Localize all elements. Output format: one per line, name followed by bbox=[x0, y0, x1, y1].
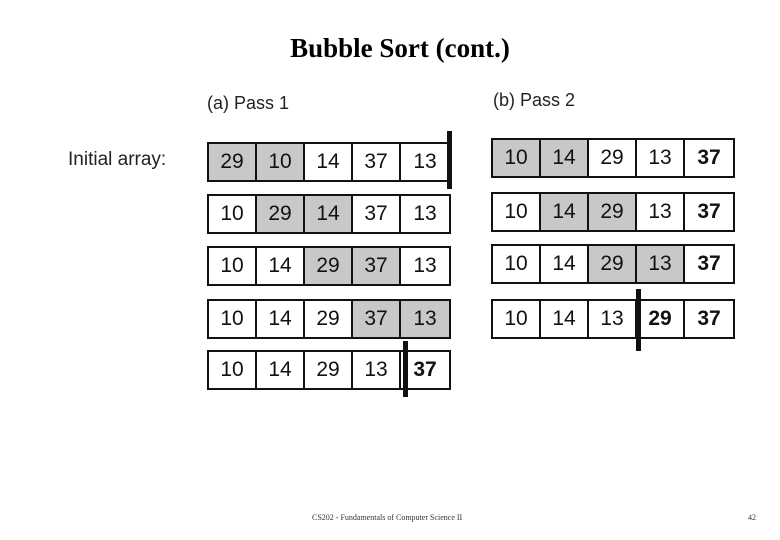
pass1-array-row bbox=[207, 142, 451, 182]
array-cell: 10 bbox=[257, 144, 305, 180]
pass1-array-row bbox=[207, 246, 451, 286]
pass-1-label: (a) Pass 1 bbox=[207, 93, 290, 113]
array-cell: 29 bbox=[637, 301, 685, 337]
array-cell: 29 bbox=[589, 140, 637, 176]
array-cell: 10 bbox=[209, 301, 257, 337]
array-cell: 10 bbox=[493, 194, 541, 230]
initial-array-label: Initial array: bbox=[68, 149, 167, 170]
array-cell: 10 bbox=[493, 140, 541, 176]
array-cell: 13 bbox=[401, 301, 449, 337]
slide-title: Bubble Sort (cont.) bbox=[290, 33, 510, 63]
array-cell: 10 bbox=[209, 352, 257, 388]
array-cell: 37 bbox=[697, 252, 721, 275]
array-cell: 13 bbox=[413, 150, 437, 173]
pass2-array-row bbox=[491, 138, 735, 178]
pass1-array-row bbox=[207, 350, 451, 390]
array-cell: 10 bbox=[493, 301, 541, 337]
array-cell: 29 bbox=[305, 301, 353, 337]
sorted-boundary-marker bbox=[403, 341, 408, 397]
array-cell: 13 bbox=[589, 301, 637, 337]
sorted-boundary-marker bbox=[636, 289, 641, 351]
array-cell: 37 bbox=[697, 146, 721, 169]
pass2-array-row bbox=[491, 192, 735, 232]
array-cell: 29 bbox=[589, 194, 637, 230]
array-cell: 13 bbox=[637, 194, 685, 230]
array-cell: 14 bbox=[257, 352, 305, 388]
array-cell: 13 bbox=[413, 254, 437, 277]
array-cell: 29 bbox=[257, 196, 305, 232]
array-cell: 14 bbox=[541, 246, 589, 282]
pass2-array-row bbox=[491, 244, 735, 284]
array-cell: 13 bbox=[637, 246, 685, 282]
array-cell: 37 bbox=[353, 301, 401, 337]
array-cell: 14 bbox=[541, 194, 589, 230]
array-cell: 10 bbox=[493, 246, 541, 282]
array-cell: 29 bbox=[305, 248, 353, 284]
array-cell: 29 bbox=[589, 246, 637, 282]
array-cell: 37 bbox=[353, 196, 401, 232]
array-cell: 10 bbox=[209, 196, 257, 232]
array-cell: 37 bbox=[697, 200, 721, 223]
array-cell: 14 bbox=[541, 140, 589, 176]
array-cell: 13 bbox=[413, 202, 437, 225]
array-cell: 37 bbox=[353, 144, 401, 180]
sorted-boundary-marker bbox=[447, 131, 452, 189]
pass-2-label: (b) Pass 2 bbox=[493, 90, 576, 110]
array-cell: 10 bbox=[209, 248, 257, 284]
array-cell: 14 bbox=[257, 301, 305, 337]
pass1-array-row bbox=[207, 194, 451, 234]
array-cell: 37 bbox=[353, 248, 401, 284]
pass1-array-row bbox=[207, 299, 451, 339]
array-cell: 29 bbox=[305, 352, 353, 388]
array-cell: 13 bbox=[353, 352, 401, 388]
pass2-array-row bbox=[491, 299, 735, 339]
array-cell: 13 bbox=[637, 140, 685, 176]
page-number: 42 bbox=[748, 513, 756, 522]
array-cell: 37 bbox=[697, 307, 721, 330]
array-cell: 29 bbox=[209, 144, 257, 180]
array-cell: 37 bbox=[413, 358, 437, 381]
array-cell: 14 bbox=[257, 248, 305, 284]
array-cell: 14 bbox=[305, 144, 353, 180]
footer-text: CS202 - Fundamentals of Computer Science II bbox=[312, 513, 463, 522]
array-cell: 14 bbox=[541, 301, 589, 337]
array-cell: 14 bbox=[305, 196, 353, 232]
